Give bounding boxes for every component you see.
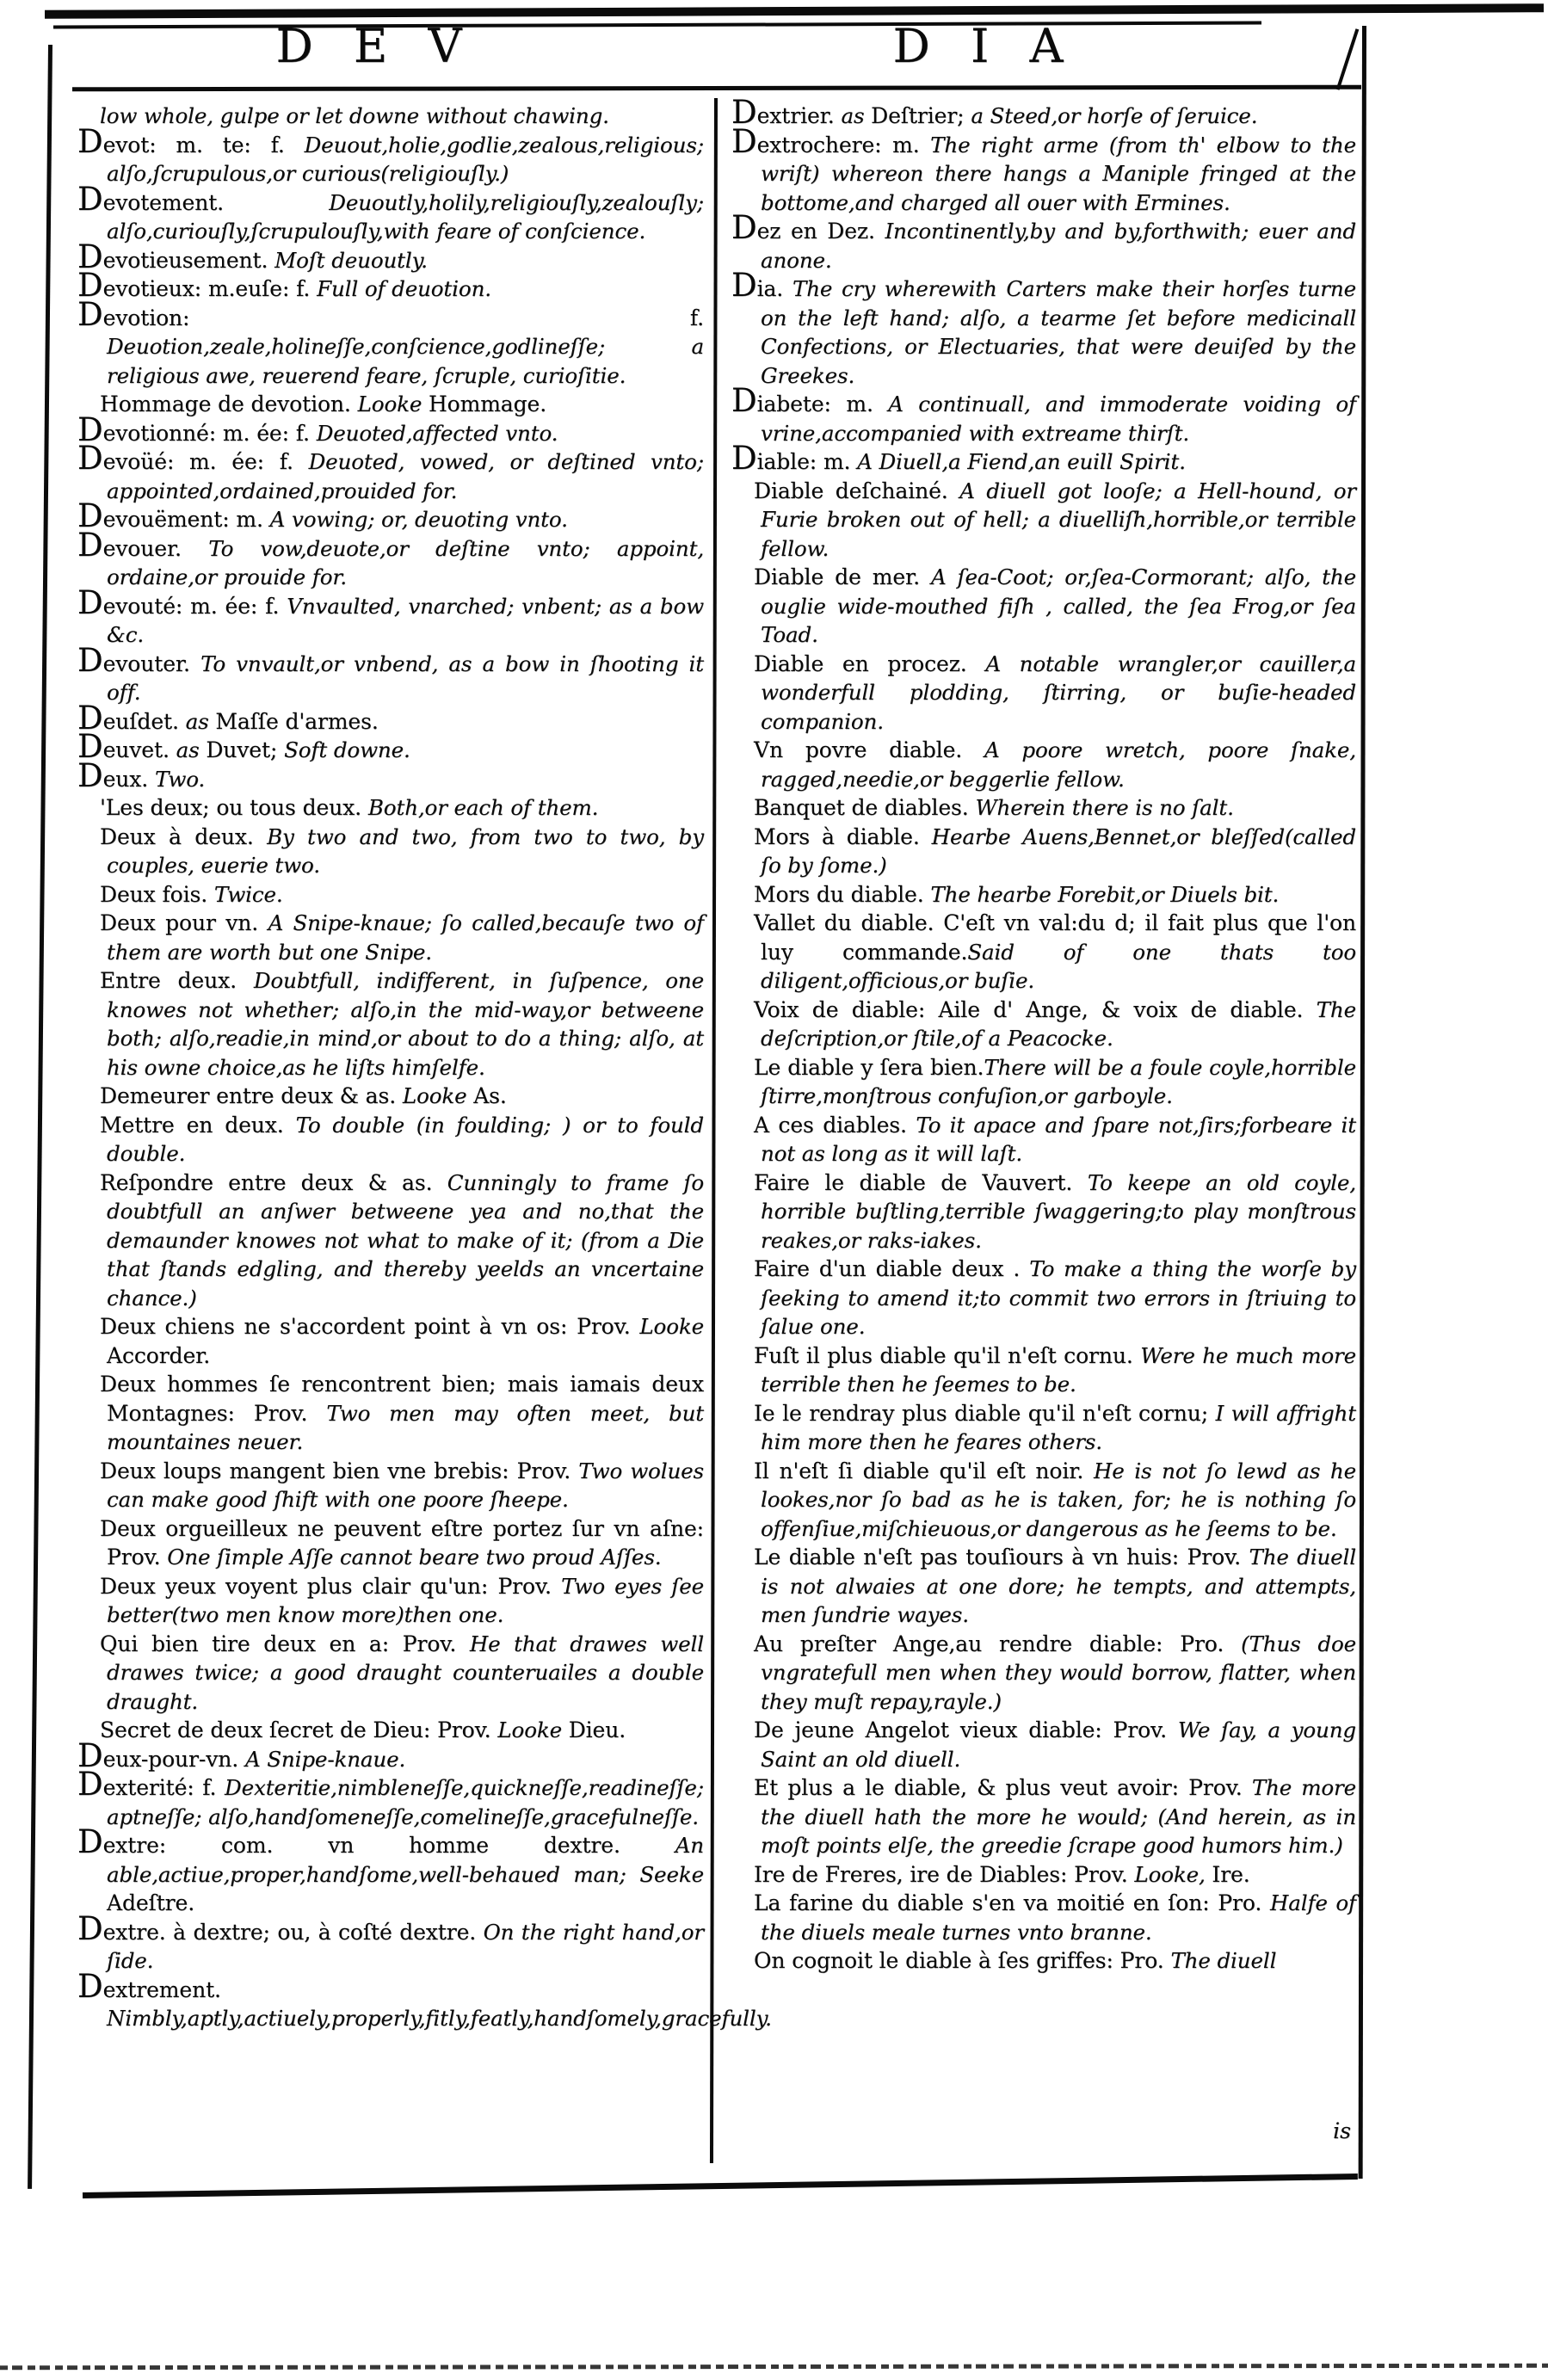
gloss-text: To double (in foulding; ) or to fould double. [107, 1112, 704, 1166]
phrase-text: Ire. [1212, 1861, 1250, 1887]
gloss-text: low whole, gulpe or let downe without chawing. [100, 103, 609, 128]
gloss-text: Looke [402, 1083, 474, 1108]
gloss-text: Cunningly to frame ſo doubtfull an anſwer betweene yea and no,that the demaunder knowes not what to make of it; (from a Die that ſtands edgling, and thereby yeelds an vncertaine chance.) [107, 1169, 704, 1310]
phrase-text: Diable en procez. [754, 650, 986, 676]
headword: Devouté: m. ée: f. [77, 583, 287, 621]
initial-capital: D [77, 583, 103, 621]
headword: Devotieux: m.euſe: f. [77, 267, 318, 304]
gloss-text: Both,or each of them. [367, 795, 599, 820]
gloss-text: An able,actiue,proper,handſome,well-behaued man; Seeke [107, 1833, 704, 1887]
gloss-text: Nimbly,aptly,actiuely,properly,fitly,featly,handſomely,gracefully. [107, 2006, 772, 2031]
dictionary-entry [731, 1716, 1356, 1773]
headword: Devouter. [77, 641, 201, 679]
gloss-text: Wherein there is no ſalt. [975, 795, 1234, 820]
phrase-text: Hommage. [428, 392, 547, 416]
gloss-text: We ſay, a young Saint an old diuell. [761, 1717, 1356, 1772]
top-border-rule [45, 3, 1544, 19]
gloss-text: To vnvault,or vnbend, as a bow in ſhooting it off. [107, 650, 704, 705]
phrase-text: Le diable y ſera bien. [754, 1054, 984, 1080]
phrase-text: Deux à deux. [100, 823, 268, 849]
dictionary-entry [77, 1514, 704, 1572]
gloss-text: Two. [154, 766, 206, 792]
header-rule [72, 85, 1361, 92]
phrase-text: Secret de deux ſecret de Dieu: Prov. [100, 1717, 498, 1742]
gloss-text: He that drawes well drawes twice; a good draught counteruailes a double draught. [107, 1631, 705, 1714]
dictionary-entry [77, 793, 704, 823]
dictionary-entry [77, 1457, 704, 1514]
initial-capital: D [77, 237, 103, 275]
gloss-text: as [176, 737, 207, 762]
dictionary-entry [77, 1572, 704, 1630]
initial-capital: D [731, 94, 757, 131]
initial-capital: D [731, 382, 757, 419]
phrase-text: Faire le diable de Vauvert. [754, 1169, 1088, 1195]
dictionary-entry [77, 1111, 704, 1168]
right-column [731, 94, 1357, 1976]
dictionary-entry [731, 267, 1356, 390]
dictionary-entry [731, 477, 1356, 564]
headword: Dez en Dez. [731, 209, 885, 246]
phrase-text: Vallet du diable. C'eſt vn val:du d; il fait plus que l'on luy commande. [754, 910, 1356, 965]
headword: Devotion: f. [77, 295, 704, 333]
gloss-text: The hearbe Forebit,or Diuels bit. [930, 881, 1280, 907]
gloss-text: The cry wherewith Carters make their horſes turne on the left hand; alſo, a tearme ſet before medicinall Confections, or Electuaries, that were deuiſed by the Greekes. [761, 276, 1356, 388]
headword: Deux-pour-vn. [77, 1736, 245, 1774]
phrase-text: Il n'eſt ſi diable qu'il eſt noir. [754, 1458, 1094, 1483]
initial-capital: D [731, 267, 757, 304]
phrase-text: Ire de Freres, ire de Diables: Prov. [754, 1861, 1135, 1887]
dictionary-entry [731, 1341, 1356, 1399]
dictionary-entry [731, 1946, 1356, 1976]
dictionary-entry [731, 440, 1356, 477]
gloss-text: The right arme (from th' elbow to the wriſt) whereon there hangs a Maniple fringed at the bottome,and charged all ouer with Ermines. [761, 132, 1356, 215]
dictionary-entry [77, 823, 704, 880]
dictionary-entry [77, 583, 705, 650]
dictionary-entry [77, 390, 704, 419]
gloss-text: A Snipe-knaue; ſo called,becauſe two of them are worth but one Snipe. [107, 910, 704, 965]
initial-capital: D [77, 122, 103, 160]
gloss-text: (Thus doe vngratefull men when they would borrow, flatter, when they muſt repay,rayle.) [761, 1631, 1356, 1714]
gloss-text: A notable wrangler,or cauiller,a wonderfull plodding, ſtirring, or buſie-headed companion. [761, 650, 1356, 734]
gloss-text: Moſt deuoutly. [274, 247, 428, 273]
initial-capital: D [77, 1909, 103, 1947]
phrase-text: Mors du diable. [754, 881, 931, 907]
phrase-text: Deux hommes ſe rencontrent bien; mais iamais deux Montagnes: Prov. [100, 1372, 704, 1426]
phrase-text: Et plus a le diable, & plus veut avoir: Prov. [754, 1775, 1252, 1800]
headword: Devotionné: m. ée: f. [77, 410, 317, 448]
gloss-text: Incontinently,by and by,forthwith; euer and anone. [761, 219, 1357, 273]
headword: Dextre. à dextre; ou, à coſté dextre. [77, 1909, 484, 1947]
initial-capital: D [77, 756, 103, 794]
dictionary-entry [77, 102, 704, 131]
dictionary-entry [77, 728, 704, 765]
gloss-text: By two and two, from two to two, by couples, euerie two. [107, 823, 704, 878]
dictionary-entry [77, 1082, 704, 1111]
dictionary-entry [77, 909, 704, 966]
phrase-text: Deux yeux voyent plus clair qu'un: Prov. [100, 1573, 562, 1599]
gloss-text: The diuell [1170, 1948, 1277, 1973]
dictionary-entry [77, 1823, 704, 1918]
initial-capital: D [77, 410, 103, 448]
right-page-border [1359, 26, 1366, 2179]
initial-capital: D [77, 440, 103, 477]
gloss-text: Said of one thats too diligent,officious,or buſie. [761, 939, 1356, 993]
gloss-text: a Steed,or horſe of ſeruice. [971, 103, 1258, 128]
phrase-text: Vn povre diable. [754, 737, 985, 762]
dictionary-entry [731, 563, 1356, 650]
headword: Devoüé: m. ée: f. [77, 440, 309, 477]
gloss-text: A diuell got looſe; a Hell-hound, or Furie broken out of hell; a diuelliſh,horrible,or terrible fellow. [761, 478, 1357, 561]
phrase-text: La farine du diable s'en va moitié en ſon: Pro. [754, 1890, 1270, 1915]
dictionary-entry [731, 1543, 1356, 1630]
dictionary-entry [77, 122, 704, 188]
gloss-text: Were he much more terrible then he ſeemes to be. [761, 1342, 1356, 1397]
dictionary-entry [731, 94, 1356, 131]
headword: Diable: m. [731, 440, 858, 477]
dictionary-entry [77, 180, 704, 246]
dictionary-entry [731, 650, 1356, 737]
gloss-text: as [185, 708, 216, 734]
phrase-text: Demeurer entre deux & as. [100, 1083, 403, 1108]
gloss-text: Soft downe. [284, 737, 410, 762]
dictionary-entry [731, 823, 1356, 880]
dictionary-entry [77, 699, 704, 737]
phrase-text: Deux fois. [100, 881, 214, 907]
phrase-text: Hommage de devotion. [100, 392, 358, 416]
gloss-text: Full of deuotion. [317, 276, 491, 301]
phrase-text: Qui bien tire deux en a: Prov. [100, 1631, 470, 1656]
phrase-text: As. [473, 1083, 507, 1108]
phrase-text: Adeſtre. [107, 1890, 195, 1915]
phrase-text: Dieu. [568, 1717, 626, 1742]
dictionary-entry [731, 1168, 1356, 1255]
dictionary-entry [731, 880, 1356, 909]
dictionary-entry [731, 122, 1356, 218]
gloss-text: To keepe an old coyle, horrible buſtling,terrible ſwaggering;to play monſtrous reakes,or raks-iakes. [761, 1169, 1356, 1253]
dictionary-entry [77, 295, 704, 391]
dictionary-entry [731, 736, 1356, 793]
dictionary-entry [77, 1909, 704, 1976]
phrase-text: Ie le rendray plus diable qu'il n'eſt cornu; [754, 1400, 1216, 1426]
dictionary-entry [77, 880, 704, 909]
page-edge-scan-line [0, 2364, 1548, 2371]
dictionary-entry [77, 1736, 704, 1774]
headword: Devotieusement. [77, 237, 275, 275]
gloss-text: Looke [497, 1717, 569, 1742]
gloss-text: Doubtfull, indifferent, in ſuſpence, one knowes not whether; alſo,in the mid-way,or betweene both; alſo,readie,in mind,or about to do a thing; alſo, at his owne choice,as he liſts himſelfe. [107, 968, 704, 1080]
bottom-border-rule [83, 2173, 1358, 2198]
column-divider-rule [710, 98, 718, 2163]
dictionary-entry [77, 1716, 704, 1745]
headword: Dextrier. [731, 94, 842, 131]
gloss-text: The deſcription,or ſtile,of a Peacocke. [761, 996, 1356, 1051]
initial-capital: D [77, 1967, 103, 2005]
headword: Deux. [77, 756, 155, 794]
dictionary-entry [731, 1630, 1356, 1717]
gloss-text: Two eyes ſee better(two men know more)then one. [107, 1573, 705, 1627]
phrase-text: On cognoit le diable à ſes griffes: Pro. [754, 1948, 1171, 1973]
gloss-text: Looke [357, 392, 429, 416]
initial-capital: D [77, 267, 103, 304]
phrase-text: Maſſe d'armes. [215, 708, 379, 734]
headword: Diabete: m. [731, 382, 889, 419]
headword: Deuvet. [77, 728, 176, 765]
phrase-text: Diable deſchainé. [754, 478, 960, 503]
headword: Dextrement. [77, 1967, 221, 2005]
gloss-text: A poore wretch, poore ſnake, ragged,needie,or beggerlie fellow. [761, 737, 1356, 792]
initial-capital: D [77, 728, 103, 765]
gloss-text: A continuall, and immoderate voiding of vrine,accompanied with extreame thirſt. [761, 392, 1356, 446]
phrase-text: Deux orgueilleux ne peuvent eſtre portez ſur vn aſne: Prov. [100, 1515, 704, 1569]
headword: Devot: m. te: f. [77, 122, 305, 160]
dictionary-entry [77, 237, 704, 275]
headword: Devouer. [77, 526, 209, 564]
gloss-text: On the right hand,or ſide. [107, 1919, 704, 1973]
initial-capital: D [77, 641, 103, 679]
gloss-text: I will affright him more then he feares others. [761, 1400, 1356, 1454]
gloss-text: Deuout,holie,godlie,zealous,religious; alſo,ſcrupulous,or curious(religiouſly.) [107, 132, 704, 186]
dictionary-entry [77, 440, 704, 505]
gloss-text: as [841, 103, 872, 128]
phrase-text: Duvet; [206, 737, 285, 762]
dictionary-entry [77, 267, 704, 304]
headword: Devotement. [77, 180, 330, 218]
gloss-text: Two wolues can make good ſhift with one poore ſheepe. [107, 1458, 704, 1512]
gloss-text: There will be a foule coyle,horrible ſtirre,monſtrous confuſion,or garboyle. [761, 1054, 1356, 1108]
dictionary-entry [77, 1766, 704, 1831]
gloss-text: Deuotion,zeale,holineſſe,conſcience,godlineſſe; a religious awe, reuerend feare, ſcruple, curioſitie. [107, 334, 704, 388]
phrase-text: Voix de diable: Aile d' Ange, & voix de diable. [754, 996, 1317, 1022]
gloss-text: The more the diuell hath the more he would; (And herein, as in moſt points elſe, the greedie ſcrape good humors him.) [761, 1775, 1356, 1858]
initial-capital: D [77, 1736, 103, 1774]
gloss-text: Halfe of the diuels meale turnes vnto branne. [761, 1890, 1357, 1945]
dictionary-entry [731, 1111, 1356, 1168]
phrase-text: Deux loups mangent bien vne brebis: Prov. [100, 1458, 579, 1483]
gloss-text: Looke [639, 1314, 704, 1339]
phrase-text: Le diable n'eſt pas touſiours à vn huis: Prov. [754, 1545, 1249, 1569]
gloss-text: Deuoted, vowed, or deſtined vnto; appointed,ordained,prouided for. [107, 449, 704, 503]
headword: Dextre: com. vn homme dextre. [77, 1823, 675, 1860]
gloss-text: A vowing; or, deuoting vnto. [269, 507, 568, 532]
initial-capital: D [731, 440, 757, 477]
headword: Deuſdet. [77, 699, 186, 737]
phrase-text: Accorder. [107, 1342, 211, 1368]
gloss-text: A Diuell,a Fiend,an euill Spirit. [857, 449, 1186, 474]
headword: Dextrochere: m. [731, 122, 931, 160]
dictionary-entry [77, 497, 704, 534]
gloss-text: To make a thing the worſe by ſeeking to amend it;to commit two errors in ſtriuing to ſalue one. [761, 1256, 1356, 1339]
dictionary-entry [77, 526, 705, 592]
left-page-border [28, 45, 52, 2189]
initial-capital: D [731, 209, 757, 246]
dictionary-entry [77, 410, 704, 448]
phrase-text: Deux chiens ne s'accordent point à vn os: Prov. [100, 1314, 640, 1339]
dictionary-entry [731, 909, 1356, 996]
dictionary-entry [77, 1370, 704, 1457]
initial-capital: D [77, 295, 103, 333]
gloss-text: One ſimple Aſſe cannot beare two proud Aſſes. [167, 1545, 662, 1569]
initial-capital: D [77, 1766, 103, 1803]
gloss-text: To vow,deuote,or deſtine vnto; appoint, ordaine,or prouide for. [107, 535, 705, 589]
headword: Devouëment: m. [77, 497, 270, 534]
dictionary-entry [77, 641, 704, 707]
phrase-text: A ces diables. [754, 1112, 916, 1138]
headword: Dexterité: f. [77, 1766, 225, 1803]
phrase-text: De jeune Angelot vieux diable: Prov. [754, 1717, 1178, 1742]
gloss-text: Dexteritie,nimbleneſſe,quickneſſe,readineſſe; aptneſſe; alſo,handſomeneſſe,comelineſſe,gracefulneſſe. [107, 1775, 704, 1829]
gloss-text: A ſea-Coot; or,ſea-Cormorant; alſo, the ouglie wide-mouthed fiſh , called, the ſea Frog,or ſea Toad. [761, 564, 1357, 647]
dictionary-entry [731, 209, 1357, 274]
phrase-text: Banquet de diables. [754, 795, 976, 820]
phrase-text: Deſtrier; [871, 103, 971, 128]
dictionary-entry [77, 756, 704, 794]
phrase-text: Reſpondre entre deux & as. [100, 1169, 447, 1195]
phrase-text: Mettre en deux. [100, 1112, 296, 1138]
phrase-text: 'Les deux; ou tous deux. [100, 795, 368, 820]
dictionary-entry [731, 1860, 1356, 1890]
phrase-text: Mors à diable. [754, 823, 932, 849]
phrase-text: Entre deux. [100, 968, 254, 993]
dictionary-entry [77, 1630, 704, 1717]
gloss-text: Hearbe Auens,Bennet,or bleſſed(called ſo by ſome.) [761, 823, 1356, 878]
gloss-text: Twice. [213, 881, 283, 907]
phrase-text: Deux pour vn. [100, 910, 268, 935]
running-head-left: D E V [275, 19, 475, 73]
phrase-text: Fuſt il plus diable qu'il n'eſt cornu. [754, 1342, 1141, 1368]
phrase-text: Diable de mer. [754, 564, 932, 589]
gloss-text: A Snipe-knaue. [244, 1746, 406, 1772]
dictionary-entry [77, 1312, 704, 1370]
headword: Dia. [731, 267, 793, 304]
dictionary-entry [731, 793, 1356, 823]
dictionary-entry [77, 966, 704, 1082]
top-right-corner-stroke [1336, 28, 1360, 90]
gloss-text: He is not ſo lewd as he lookes,nor ſo bad as he is taken, for; he is nothing ſo offenſiue,miſchieuous,or dangerous as he ſeems to be. [761, 1458, 1357, 1541]
phrase-text: Faire d'un diable deux . [754, 1256, 1030, 1281]
gloss-text: The diuell is not alwaies at one dore; he tempts, and attempts, men ſundrie wayes. [761, 1545, 1356, 1627]
gloss-text: Looke, [1134, 1861, 1212, 1887]
dictionary-entry [731, 1773, 1356, 1860]
dictionary-entry [731, 1399, 1356, 1457]
initial-capital: D [77, 180, 103, 218]
gloss-text: Deuoutly,holily,religiouſly,zealouſly; alſo,curiouſly,ſcrupulouſly,with feare of conſcience. [107, 189, 704, 244]
gloss-text: To it apace and ſpare not,ſirs;forbeare it not as long as it will laſt. [761, 1112, 1356, 1166]
initial-capital: D [77, 526, 103, 564]
gloss-text: Deuoted,affected vnto. [316, 420, 558, 446]
catchword: is [1333, 2118, 1351, 2143]
gloss-text: Two men may often meet, but mountaines neuer. [107, 1400, 704, 1454]
dictionary-entry [731, 382, 1356, 447]
phrase-text: Au preſter Ange,au rendre diable: Pro. [754, 1631, 1242, 1656]
running-head-right: D I A [892, 19, 1076, 73]
dictionary-entry [731, 1457, 1356, 1544]
initial-capital: D [77, 497, 103, 534]
initial-capital: D [77, 699, 103, 737]
dictionary-entry [77, 1168, 704, 1313]
dictionary-entry [77, 1967, 772, 2033]
initial-capital: D [77, 1823, 103, 1860]
initial-capital: D [731, 122, 757, 160]
dictionary-entry [731, 1255, 1356, 1341]
dictionary-entry [731, 1053, 1356, 1111]
gloss-text: Vnvaulted, vnarched; vnbent; as a bow &c. [107, 593, 705, 647]
dictionary-entry [731, 996, 1356, 1053]
dictionary-entry [731, 1889, 1356, 1946]
